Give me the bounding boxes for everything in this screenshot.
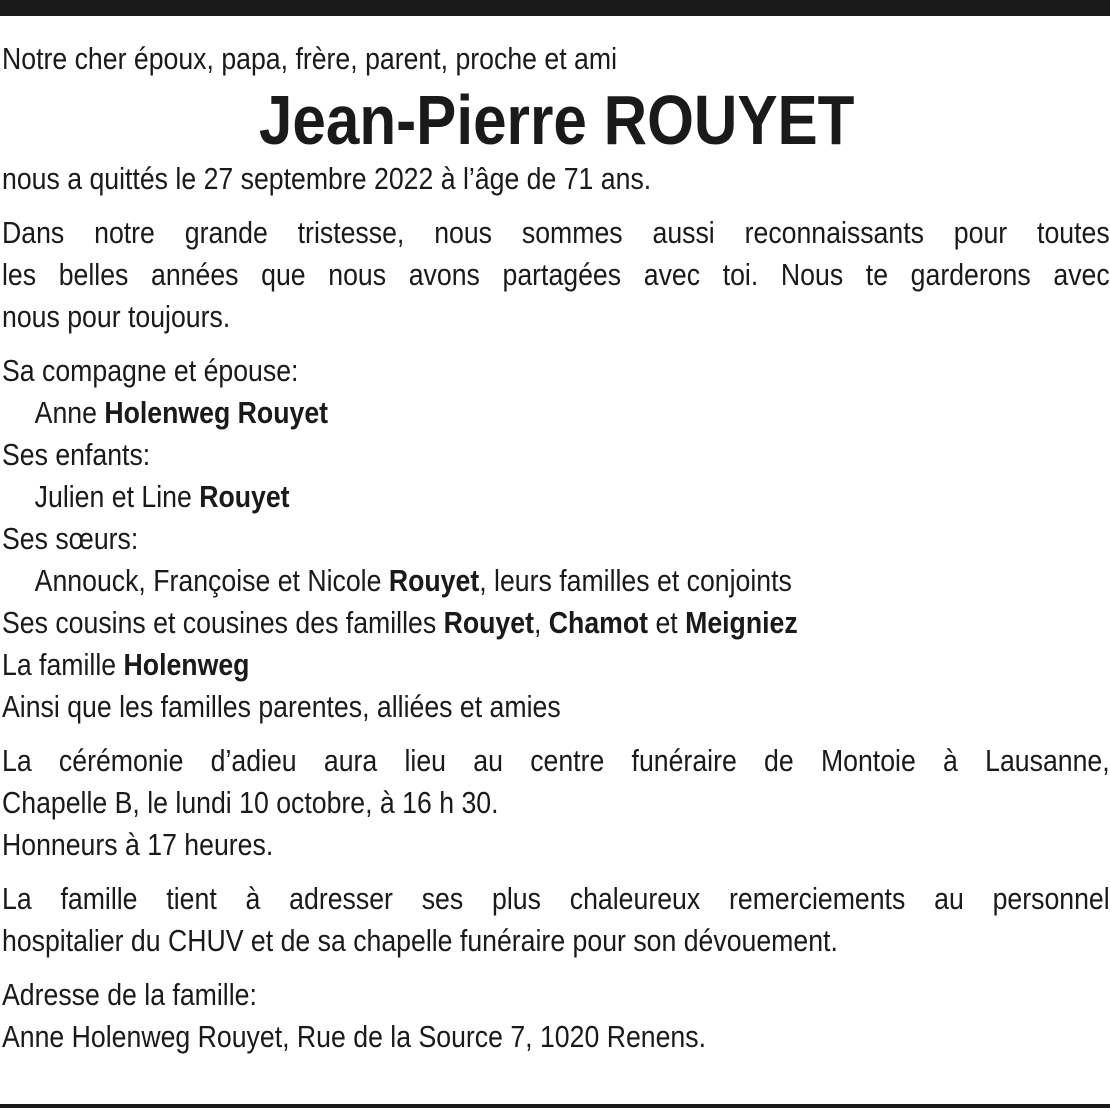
obituary-notice (2, 38, 1110, 1058)
address-value: Anne Holenweg Rouyet, Rue de la Source 7, 1020 Renens. (2, 1019, 706, 1054)
ceremony-line-3: Honneurs à 17 heures. (2, 827, 274, 862)
death-notice: nous a quittés le 27 septembre 2022 à l’âge de 71 ans. (2, 161, 652, 196)
sisters-first-names: Annouck, Françoise et Nicole (34, 563, 382, 598)
sisters-entry (2, 560, 957, 602)
cousins-and: et (655, 605, 678, 640)
spouse-entry (2, 392, 957, 434)
bottom-rule (0, 1104, 1110, 1108)
thanks-line-1: La famille tient à adresser ses plus chaleureux remerciements au personnel (2, 881, 1110, 916)
ceremony-line-1: La cérémonie d’adieu aura lieu au centre funéraire de Montoie à Lausanne, (2, 743, 1110, 778)
tribute-line-2: les belles années que nous avons partagées avec toi. Nous te garderons avec (2, 257, 1110, 292)
cousins-family-2: Chamot (548, 605, 649, 640)
ceremony-line-2: Chapelle B, le lundi 10 octobre, à 16 h 30. (2, 785, 499, 820)
tribute-line-1: Dans notre grande tristesse, nous sommes aussi reconnaissants pour toutes (2, 215, 1110, 250)
children-label: Ses enfants: (2, 437, 151, 472)
famille-prefix: La famille (2, 647, 117, 682)
children-last-name: Rouyet (199, 479, 290, 514)
cousins-entry (2, 602, 957, 644)
famille-entry (2, 644, 957, 686)
spouse-last-name: Holenweg Rouyet (104, 395, 329, 430)
sisters-label: Ses sœurs: (2, 521, 139, 556)
cousins-family-1: Rouyet (443, 605, 534, 640)
sisters-suffix: , leurs familles et conjoints (479, 563, 792, 598)
cousins-separator: , (533, 605, 542, 640)
deceased-name: Jean-Pierre ROUYET (258, 81, 855, 159)
other-families: Ainsi que les familles parentes, alliées et amies (2, 689, 561, 724)
intro-line: Notre cher époux, papa, frère, parent, proche et ami (2, 41, 618, 76)
children-first-names: Julien et Line (34, 479, 192, 514)
tribute-line-3: nous pour toujours. (2, 299, 231, 334)
sisters-last-name: Rouyet (388, 563, 480, 598)
spouse-first-name: Anne (34, 395, 97, 430)
thanks-line-2: hospitalier du CHUV et de sa chapelle funéraire pour son dévouement. (2, 923, 838, 958)
top-rule (0, 0, 1110, 16)
cousins-prefix: Ses cousins et cousines des familles (2, 605, 437, 640)
address-label: Adresse de la famille: (2, 977, 257, 1012)
children-entry (2, 476, 957, 518)
famille-name: Holenweg (123, 647, 250, 682)
spouse-label: Sa compagne et épouse: (2, 353, 299, 388)
cousins-family-3: Meigniez (685, 605, 798, 640)
